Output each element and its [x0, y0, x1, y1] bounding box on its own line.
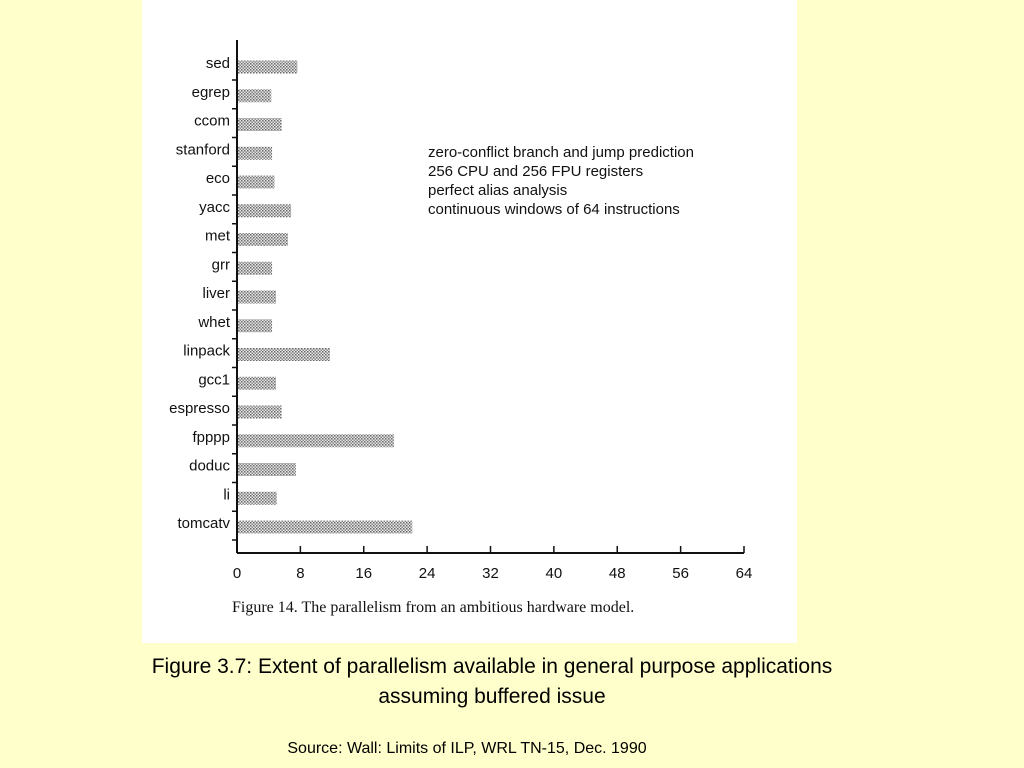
bar-fpppp [238, 434, 394, 447]
x-tick-label-24: 24 [418, 565, 436, 582]
category-label-doduc: doduc [189, 457, 230, 475]
x-axis [232, 40, 744, 553]
category-label-gcc1: gcc1 [198, 371, 230, 389]
slide-caption [40, 652, 944, 712]
annotation-line-3: perfect alias analysis [428, 182, 568, 199]
category-label-fpppp: fpppp [192, 428, 230, 446]
bars [238, 61, 412, 534]
x-tick-label-16: 16 [355, 565, 373, 582]
bar-whet [238, 319, 272, 332]
bar-gcc1 [238, 377, 276, 390]
bar-linpack [238, 348, 330, 361]
annotation-line-2: 256 CPU and 256 FPU registers [428, 163, 644, 180]
tick-labels [233, 565, 753, 582]
annotation-block [428, 144, 694, 218]
bar-grr [238, 262, 272, 275]
slide-caption-line-2: assuming buffered issue [378, 685, 606, 708]
bar-li [238, 492, 277, 505]
category-label-liver: liver [202, 285, 230, 302]
category-labels [169, 55, 231, 532]
bar-stanford [238, 147, 272, 160]
bar-espresso [238, 406, 282, 419]
category-label-egrep: egrep [191, 83, 230, 101]
category-label-met: met [204, 227, 230, 245]
category-label-tomcatv: tomcatv [177, 515, 230, 532]
bar-yacc [238, 204, 291, 217]
category-label-linpack: linpack [183, 342, 230, 360]
figure-14-caption: Figure 14. The parallelism from an ambitious hardware model. [232, 599, 635, 616]
figure-panel [142, 0, 797, 643]
category-label-yacc: yacc [199, 198, 230, 216]
x-tick-label-40: 40 [545, 565, 563, 582]
x-tick-label-8: 8 [296, 565, 305, 582]
x-tick-label-48: 48 [608, 565, 626, 582]
slide-caption-line-1: Figure 3.7: Extent of parallelism available in general purpose applications [151, 655, 833, 678]
parallelism-bar-chart [142, 0, 797, 643]
bar-met [238, 233, 288, 246]
bar-doduc [238, 463, 296, 476]
category-label-whet: whet [198, 313, 230, 331]
bar-sed [238, 61, 297, 74]
bar-eco [238, 176, 274, 189]
category-label-grr: grr [211, 256, 230, 274]
category-label-eco: eco [205, 170, 230, 187]
x-tick-label-0: 0 [232, 565, 242, 582]
category-label-espresso: espresso [169, 400, 230, 417]
annotation-line-1: zero-conflict branch and jump prediction [428, 144, 694, 161]
bar-tomcatv [238, 521, 412, 534]
category-label-stanford: stanford [175, 141, 230, 159]
bar-egrep [238, 89, 271, 102]
annotation-line-4: continuous windows of 64 instructions [428, 201, 680, 218]
x-tick-label-32: 32 [482, 565, 499, 582]
category-label-ccom: ccom [194, 112, 230, 130]
bar-liver [238, 291, 276, 304]
bar-ccom [238, 118, 282, 131]
category-label-li: li [223, 486, 230, 504]
source-note: Source: Wall: Limits of ILP, WRL TN-15, Dec. 1990 [287, 740, 647, 757]
category-label-sed: sed [205, 55, 230, 72]
x-tick-label-64: 64 [735, 565, 753, 582]
x-tick-label-56: 56 [672, 565, 689, 582]
